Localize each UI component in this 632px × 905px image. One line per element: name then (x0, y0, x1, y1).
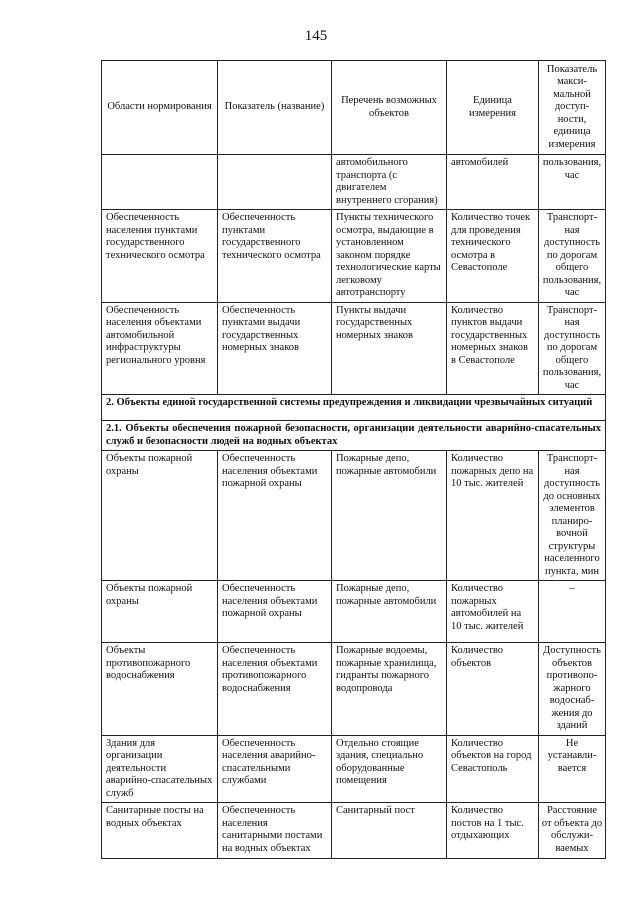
table-cell: Объекты пожарной охраны (102, 581, 218, 643)
table-cell: Объекты пожарной охраны (102, 451, 218, 581)
table-cell: Санитарный пост (332, 803, 447, 859)
table-cell: Обеспеченность пунктами выдачи государственных номерных знаков (218, 302, 332, 395)
table-cell: Пожарные водоемы, пожарные хранилища, гидранты пожарного водопровода (332, 643, 447, 736)
table-row (102, 643, 606, 736)
table-cell: Транспорт-ная доступность по дорогам общего пользования, час (539, 210, 606, 303)
table-cell: Количество пожарных депо на 10 тыс. жителей (447, 451, 539, 581)
table-cell: Объекты противопожарного водоснабжения (102, 643, 218, 736)
table-cell: автомобилей (447, 155, 539, 210)
table-cell: Доступность объектов противопо-жарного водоснаб-жения до зданий (539, 643, 606, 736)
table-cell: Количество точек для проведения технического осмотра в Севастополе (447, 210, 539, 303)
table-cell (102, 155, 218, 210)
table-cell: Обеспеченность населения санитарными постами на водных объектах (218, 803, 332, 859)
table-cell: Обеспеченность пунктами государственного технического осмотра (218, 210, 332, 303)
table-cell: Пункты технического осмотра, выдающие в установленном законом порядке технологические карты легковому автотранспорту (332, 210, 447, 303)
table-cell: Обеспеченность населения объектами автомобильной инфраструктуры регионального уровня (102, 302, 218, 395)
table-cell: Количество пожарных автомобилей на 10 тыс. жителей (447, 581, 539, 643)
table-cell: Обеспеченность населения аварийно-спасательными службами (218, 735, 332, 803)
column-header: Показатель макси-мальной доступ-ности, единица измерения (539, 61, 606, 155)
table-row (102, 581, 606, 643)
table-cell (218, 155, 332, 210)
subsection-heading: 2.1. Объекты обеспечения пожарной безопасности, организации деятельности аварийно-спасательных служб и безопасности людей на водных объектах (102, 421, 606, 451)
table-cell: пользования, час (539, 155, 606, 210)
table-cell: – (539, 581, 606, 643)
table-cell: Санитарные посты на водных объектах (102, 803, 218, 859)
table-cell: Количество пунктов выдачи государственных номерных знаков в Севастополе (447, 302, 539, 395)
table-cell: Транспорт-ная доступность по дорогам общего пользования, час (539, 302, 606, 395)
table-cell: Пожарные депо, пожарные автомобили (332, 581, 447, 643)
table-cell: Здания для организации деятельности аварийно-спасательных служб (102, 735, 218, 803)
norms-table (101, 60, 606, 859)
column-header: Показатель (название) (218, 61, 332, 155)
table-row (102, 210, 606, 303)
table-cell: автомобильного транспорта (с двигателем внутреннего сгорания) (332, 155, 447, 210)
column-header: Области нормирования (102, 61, 218, 155)
table-row (102, 735, 606, 803)
table-cell: Расстояние от объекта до обслужи-ваемых (539, 803, 606, 859)
column-header: Единица измерения (447, 61, 539, 155)
table-cell: Обеспеченность населения объектами пожарной охраны (218, 451, 332, 581)
section-heading: 2. Объекты единой государственной системы предупреждения и ликвидации чрезвычайных ситуаций (102, 395, 606, 421)
table-cell: Количество объектов (447, 643, 539, 736)
table-cell: Обеспеченность населения пунктами государственного технического осмотра (102, 210, 218, 303)
section-row (102, 395, 606, 421)
table-cell: Обеспеченность населения объектами противопожарного водоснабжения (218, 643, 332, 736)
table-cell: Пожарные депо, пожарные автомобили (332, 451, 447, 581)
table-cell: Отдельно стоящие здания, специально оборудованные помещения (332, 735, 447, 803)
page-number: 145 (304, 28, 328, 44)
table-cell: Транспорт-ная доступность до основных элементов планиро-вочной структуры населенного пункта, мин (539, 451, 606, 581)
table-cell: Количество постов на 1 тыс. отдыхающих (447, 803, 539, 859)
table-cell: Пункты выдачи государственных номерных знаков (332, 302, 447, 395)
column-header: Перечень возможных объектов (332, 61, 447, 155)
table-row (102, 803, 606, 859)
table-cell: Не устанавли-вается (539, 735, 606, 803)
table-row (102, 302, 606, 395)
table-row (102, 451, 606, 581)
table-row (102, 155, 606, 210)
section-row (102, 421, 606, 451)
table-header-row (102, 61, 606, 155)
table-cell: Количество объектов на город Севастополь (447, 735, 539, 803)
table-cell: Обеспеченность населения объектами пожарной охраны (218, 581, 332, 643)
